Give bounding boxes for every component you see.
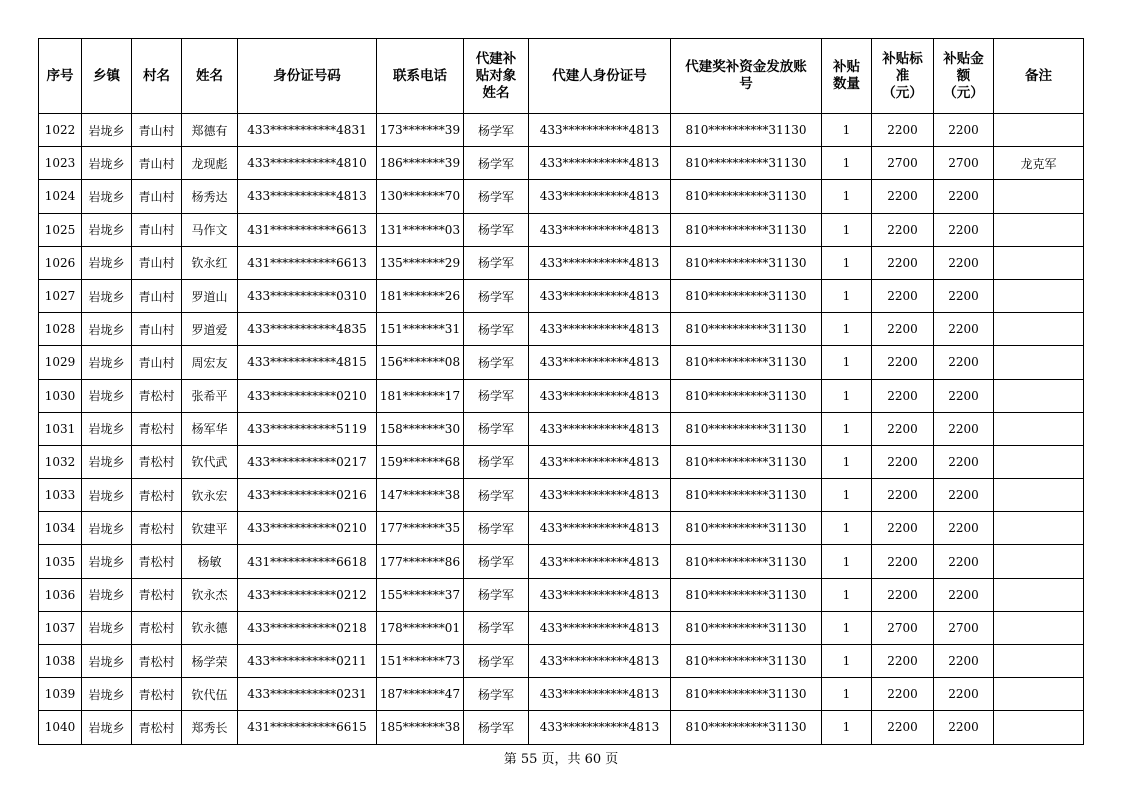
cell-amount: 2200	[934, 711, 994, 744]
cell-amount: 2200	[934, 213, 994, 246]
cell-agent-name: 杨学军	[464, 114, 529, 147]
header-remarks: 备注	[994, 39, 1084, 114]
cell-standard: 2700	[872, 147, 934, 180]
cell-township: 岩垅乡	[82, 180, 132, 213]
cell-amount: 2200	[934, 346, 994, 379]
cell-index: 1023	[39, 147, 82, 180]
cell-township: 岩垅乡	[82, 711, 132, 744]
cell-standard: 2200	[872, 645, 934, 678]
cell-township: 岩垅乡	[82, 346, 132, 379]
cell-agent-id: 433***********4813	[529, 545, 671, 578]
cell-account: 810**********31130	[671, 545, 822, 578]
cell-amount: 2200	[934, 279, 994, 312]
cell-quantity: 1	[822, 246, 872, 279]
cell-index: 1033	[39, 479, 82, 512]
cell-remarks	[994, 645, 1084, 678]
cell-quantity: 1	[822, 479, 872, 512]
cell-quantity: 1	[822, 147, 872, 180]
cell-township: 岩垅乡	[82, 545, 132, 578]
cell-id-number: 433***********0218	[238, 611, 377, 644]
cell-amount: 2200	[934, 379, 994, 412]
cell-account: 810**********31130	[671, 147, 822, 180]
cell-village: 青山村	[132, 279, 182, 312]
cell-quantity: 1	[822, 578, 872, 611]
cell-remarks	[994, 379, 1084, 412]
cell-id-number: 433***********0210	[238, 379, 377, 412]
cell-remarks	[994, 246, 1084, 279]
cell-phone: 156*******08	[377, 346, 464, 379]
cell-agent-id: 433***********4813	[529, 711, 671, 744]
cell-remarks	[994, 279, 1084, 312]
cell-phone: 147*******38	[377, 479, 464, 512]
cell-village: 青松村	[132, 611, 182, 644]
cell-agent-name: 杨学军	[464, 213, 529, 246]
cell-id-number: 433***********0217	[238, 445, 377, 478]
table-row	[39, 711, 1084, 744]
cell-remarks	[994, 346, 1084, 379]
cell-agent-name: 杨学军	[464, 578, 529, 611]
cell-account: 810**********31130	[671, 445, 822, 478]
cell-agent-id: 433***********4813	[529, 246, 671, 279]
cell-agent-name: 杨学军	[464, 412, 529, 445]
cell-id-number: 431***********6613	[238, 213, 377, 246]
cell-standard: 2200	[872, 678, 934, 711]
cell-standard: 2200	[872, 114, 934, 147]
cell-phone: 186*******39	[377, 147, 464, 180]
cell-agent-id: 433***********4813	[529, 147, 671, 180]
cell-index: 1028	[39, 313, 82, 346]
cell-id-number: 433***********4810	[238, 147, 377, 180]
cell-agent-name: 杨学军	[464, 346, 529, 379]
cell-account: 810**********31130	[671, 578, 822, 611]
cell-agent-id: 433***********4813	[529, 114, 671, 147]
cell-index: 1038	[39, 645, 82, 678]
cell-village: 青松村	[132, 645, 182, 678]
cell-village: 青松村	[132, 445, 182, 478]
cell-agent-name: 杨学军	[464, 147, 529, 180]
cell-agent-id: 433***********4813	[529, 313, 671, 346]
cell-name: 钦代武	[182, 445, 238, 478]
cell-name: 钦建平	[182, 512, 238, 545]
cell-village: 青山村	[132, 147, 182, 180]
cell-remarks	[994, 114, 1084, 147]
cell-standard: 2200	[872, 711, 934, 744]
cell-phone: 187*******47	[377, 678, 464, 711]
cell-id-number: 433***********0210	[238, 512, 377, 545]
cell-standard: 2200	[872, 512, 934, 545]
subsidy-table	[38, 38, 1084, 745]
cell-amount: 2200	[934, 445, 994, 478]
cell-agent-id: 433***********4813	[529, 379, 671, 412]
cell-township: 岩垅乡	[82, 147, 132, 180]
cell-township: 岩垅乡	[82, 313, 132, 346]
cell-phone: 181*******26	[377, 279, 464, 312]
cell-quantity: 1	[822, 313, 872, 346]
cell-quantity: 1	[822, 346, 872, 379]
cell-township: 岩垅乡	[82, 279, 132, 312]
cell-township: 岩垅乡	[82, 678, 132, 711]
cell-village: 青山村	[132, 180, 182, 213]
cell-quantity: 1	[822, 611, 872, 644]
cell-village: 青松村	[132, 678, 182, 711]
cell-phone: 135*******29	[377, 246, 464, 279]
cell-township: 岩垅乡	[82, 645, 132, 678]
cell-name: 钦永杰	[182, 578, 238, 611]
cell-index: 1036	[39, 578, 82, 611]
cell-agent-name: 杨学军	[464, 246, 529, 279]
cell-standard: 2200	[872, 545, 934, 578]
cell-remarks	[994, 479, 1084, 512]
cell-agent-name: 杨学军	[464, 678, 529, 711]
cell-village: 青松村	[132, 578, 182, 611]
cell-amount: 2200	[934, 479, 994, 512]
cell-village: 青山村	[132, 246, 182, 279]
cell-name: 郑德有	[182, 114, 238, 147]
cell-standard: 2700	[872, 611, 934, 644]
table-row	[39, 412, 1084, 445]
table-row	[39, 213, 1084, 246]
cell-agent-id: 433***********4813	[529, 412, 671, 445]
cell-account: 810**********31130	[671, 611, 822, 644]
cell-village: 青松村	[132, 545, 182, 578]
cell-quantity: 1	[822, 114, 872, 147]
cell-id-number: 431***********6618	[238, 545, 377, 578]
cell-index: 1029	[39, 346, 82, 379]
table-row	[39, 379, 1084, 412]
table-row	[39, 346, 1084, 379]
cell-name: 罗道爱	[182, 313, 238, 346]
cell-agent-name: 杨学军	[464, 379, 529, 412]
cell-standard: 2200	[872, 578, 934, 611]
cell-index: 1024	[39, 180, 82, 213]
header-agent-id: 代建人身份证号	[529, 39, 671, 114]
cell-agent-id: 433***********4813	[529, 611, 671, 644]
cell-standard: 2200	[872, 279, 934, 312]
cell-standard: 2200	[872, 479, 934, 512]
cell-remarks	[994, 578, 1084, 611]
header-id-number: 身份证号码	[238, 39, 377, 114]
cell-phone: 130*******70	[377, 180, 464, 213]
cell-standard: 2200	[872, 213, 934, 246]
cell-name: 郑秀长	[182, 711, 238, 744]
cell-account: 810**********31130	[671, 246, 822, 279]
header-account: 代建奖补资金发放账号	[671, 39, 822, 114]
table-row	[39, 678, 1084, 711]
cell-index: 1022	[39, 114, 82, 147]
cell-agent-id: 433***********4813	[529, 346, 671, 379]
cell-index: 1025	[39, 213, 82, 246]
table-row	[39, 545, 1084, 578]
cell-remarks	[994, 313, 1084, 346]
cell-amount: 2200	[934, 578, 994, 611]
cell-township: 岩垅乡	[82, 611, 132, 644]
table-row	[39, 611, 1084, 644]
cell-index: 1031	[39, 412, 82, 445]
cell-account: 810**********31130	[671, 114, 822, 147]
cell-agent-name: 杨学军	[464, 313, 529, 346]
cell-index: 1035	[39, 545, 82, 578]
cell-agent-name: 杨学军	[464, 545, 529, 578]
cell-id-number: 433***********4835	[238, 313, 377, 346]
table-row	[39, 147, 1084, 180]
cell-standard: 2200	[872, 346, 934, 379]
cell-village: 青松村	[132, 711, 182, 744]
cell-phone: 173*******39	[377, 114, 464, 147]
cell-name: 杨学荣	[182, 645, 238, 678]
cell-village: 青松村	[132, 379, 182, 412]
cell-index: 1027	[39, 279, 82, 312]
cell-agent-id: 433***********4813	[529, 180, 671, 213]
cell-index: 1030	[39, 379, 82, 412]
cell-township: 岩垅乡	[82, 213, 132, 246]
cell-name: 杨军华	[182, 412, 238, 445]
cell-amount: 2200	[934, 678, 994, 711]
cell-account: 810**********31130	[671, 313, 822, 346]
cell-id-number: 433***********0212	[238, 578, 377, 611]
header-standard: 补贴标准（元）	[872, 39, 934, 114]
table-row	[39, 246, 1084, 279]
cell-standard: 2200	[872, 445, 934, 478]
cell-remarks	[994, 711, 1084, 744]
cell-account: 810**********31130	[671, 279, 822, 312]
table-row	[39, 445, 1084, 478]
table-row	[39, 114, 1084, 147]
cell-amount: 2700	[934, 611, 994, 644]
cell-village: 青松村	[132, 479, 182, 512]
cell-standard: 2200	[872, 246, 934, 279]
cell-agent-id: 433***********4813	[529, 512, 671, 545]
cell-phone: 178*******01	[377, 611, 464, 644]
cell-id-number: 433***********4813	[238, 180, 377, 213]
cell-name: 钦代伍	[182, 678, 238, 711]
cell-township: 岩垅乡	[82, 445, 132, 478]
cell-amount: 2700	[934, 147, 994, 180]
cell-account: 810**********31130	[671, 379, 822, 412]
table-row	[39, 180, 1084, 213]
cell-name: 罗道山	[182, 279, 238, 312]
cell-phone: 159*******68	[377, 445, 464, 478]
cell-village: 青山村	[132, 114, 182, 147]
table-row	[39, 479, 1084, 512]
cell-agent-id: 433***********4813	[529, 645, 671, 678]
cell-agent-id: 433***********4813	[529, 279, 671, 312]
cell-standard: 2200	[872, 313, 934, 346]
cell-index: 1039	[39, 678, 82, 711]
cell-agent-name: 杨学军	[464, 180, 529, 213]
cell-remarks: 龙克军	[994, 147, 1084, 180]
cell-agent-name: 杨学军	[464, 279, 529, 312]
cell-account: 810**********31130	[671, 479, 822, 512]
cell-township: 岩垅乡	[82, 512, 132, 545]
cell-account: 810**********31130	[671, 678, 822, 711]
cell-phone: 177*******86	[377, 545, 464, 578]
header-amount: 补贴金额（元）	[934, 39, 994, 114]
cell-remarks	[994, 445, 1084, 478]
cell-quantity: 1	[822, 545, 872, 578]
cell-agent-name: 杨学军	[464, 611, 529, 644]
cell-name: 钦永德	[182, 611, 238, 644]
cell-township: 岩垅乡	[82, 379, 132, 412]
cell-remarks	[994, 412, 1084, 445]
cell-quantity: 1	[822, 711, 872, 744]
cell-quantity: 1	[822, 279, 872, 312]
cell-phone: 185*******38	[377, 711, 464, 744]
cell-township: 岩垅乡	[82, 246, 132, 279]
cell-id-number: 433***********0216	[238, 479, 377, 512]
table-row	[39, 645, 1084, 678]
cell-phone: 177*******35	[377, 512, 464, 545]
cell-amount: 2200	[934, 114, 994, 147]
cell-account: 810**********31130	[671, 213, 822, 246]
cell-amount: 2200	[934, 645, 994, 678]
header-index: 序号	[39, 39, 82, 114]
header-phone: 联系电话	[377, 39, 464, 114]
cell-quantity: 1	[822, 512, 872, 545]
cell-village: 青松村	[132, 412, 182, 445]
cell-account: 810**********31130	[671, 346, 822, 379]
table-header	[39, 39, 1084, 114]
cell-quantity: 1	[822, 412, 872, 445]
header-township: 乡镇	[82, 39, 132, 114]
cell-id-number: 433***********0231	[238, 678, 377, 711]
cell-remarks	[994, 180, 1084, 213]
cell-agent-id: 433***********4813	[529, 445, 671, 478]
table-row	[39, 512, 1084, 545]
cell-id-number: 433***********4815	[238, 346, 377, 379]
cell-name: 杨敏	[182, 545, 238, 578]
cell-id-number: 433***********5119	[238, 412, 377, 445]
cell-agent-id: 433***********4813	[529, 678, 671, 711]
cell-agent-id: 433***********4813	[529, 578, 671, 611]
cell-remarks	[994, 678, 1084, 711]
cell-agent-id: 433***********4813	[529, 479, 671, 512]
header-agent-name: 代建补贴对象姓名	[464, 39, 529, 114]
cell-village: 青松村	[132, 512, 182, 545]
cell-phone: 155*******37	[377, 578, 464, 611]
cell-name: 张希平	[182, 379, 238, 412]
cell-township: 岩垅乡	[82, 412, 132, 445]
cell-id-number: 431***********6615	[238, 711, 377, 744]
cell-township: 岩垅乡	[82, 578, 132, 611]
cell-id-number: 433***********0211	[238, 645, 377, 678]
cell-id-number: 433***********4831	[238, 114, 377, 147]
cell-amount: 2200	[934, 512, 994, 545]
cell-amount: 2200	[934, 545, 994, 578]
cell-standard: 2200	[872, 412, 934, 445]
cell-village: 青山村	[132, 313, 182, 346]
cell-township: 岩垅乡	[82, 479, 132, 512]
cell-name: 马作文	[182, 213, 238, 246]
cell-agent-id: 433***********4813	[529, 213, 671, 246]
cell-index: 1034	[39, 512, 82, 545]
cell-phone: 151*******31	[377, 313, 464, 346]
cell-account: 810**********31130	[671, 180, 822, 213]
cell-phone: 131*******03	[377, 213, 464, 246]
table-row	[39, 578, 1084, 611]
cell-remarks	[994, 512, 1084, 545]
cell-index: 1037	[39, 611, 82, 644]
cell-name: 杨秀达	[182, 180, 238, 213]
header-name: 姓名	[182, 39, 238, 114]
cell-village: 青山村	[132, 213, 182, 246]
cell-quantity: 1	[822, 645, 872, 678]
cell-amount: 2200	[934, 246, 994, 279]
cell-township: 岩垅乡	[82, 114, 132, 147]
page-footer: 第 55 页，共 60 页	[503, 752, 619, 767]
cell-quantity: 1	[822, 379, 872, 412]
cell-agent-name: 杨学军	[464, 445, 529, 478]
cell-index: 1026	[39, 246, 82, 279]
cell-remarks	[994, 213, 1084, 246]
cell-quantity: 1	[822, 180, 872, 213]
cell-remarks	[994, 611, 1084, 644]
cell-quantity: 1	[822, 445, 872, 478]
cell-account: 810**********31130	[671, 512, 822, 545]
cell-amount: 2200	[934, 313, 994, 346]
cell-amount: 2200	[934, 412, 994, 445]
cell-name: 钦永红	[182, 246, 238, 279]
cell-id-number: 431***********6613	[238, 246, 377, 279]
cell-quantity: 1	[822, 678, 872, 711]
cell-account: 810**********31130	[671, 412, 822, 445]
table-row	[39, 313, 1084, 346]
cell-agent-name: 杨学军	[464, 512, 529, 545]
cell-remarks	[994, 545, 1084, 578]
cell-agent-name: 杨学军	[464, 479, 529, 512]
cell-name: 周宏友	[182, 346, 238, 379]
cell-index: 1032	[39, 445, 82, 478]
cell-account: 810**********31130	[671, 645, 822, 678]
cell-phone: 158*******30	[377, 412, 464, 445]
cell-quantity: 1	[822, 213, 872, 246]
cell-phone: 181*******17	[377, 379, 464, 412]
cell-id-number: 433***********0310	[238, 279, 377, 312]
cell-village: 青山村	[132, 346, 182, 379]
cell-standard: 2200	[872, 180, 934, 213]
cell-agent-name: 杨学军	[464, 711, 529, 744]
cell-account: 810**********31130	[671, 711, 822, 744]
cell-amount: 2200	[934, 180, 994, 213]
cell-standard: 2200	[872, 379, 934, 412]
header-quantity: 补贴数量	[822, 39, 872, 114]
cell-name: 钦永宏	[182, 479, 238, 512]
cell-name: 龙现彪	[182, 147, 238, 180]
cell-agent-name: 杨学军	[464, 645, 529, 678]
table-body	[39, 114, 1084, 745]
table-row	[39, 279, 1084, 312]
header-village: 村名	[132, 39, 182, 114]
cell-index: 1040	[39, 711, 82, 744]
cell-phone: 151*******73	[377, 645, 464, 678]
